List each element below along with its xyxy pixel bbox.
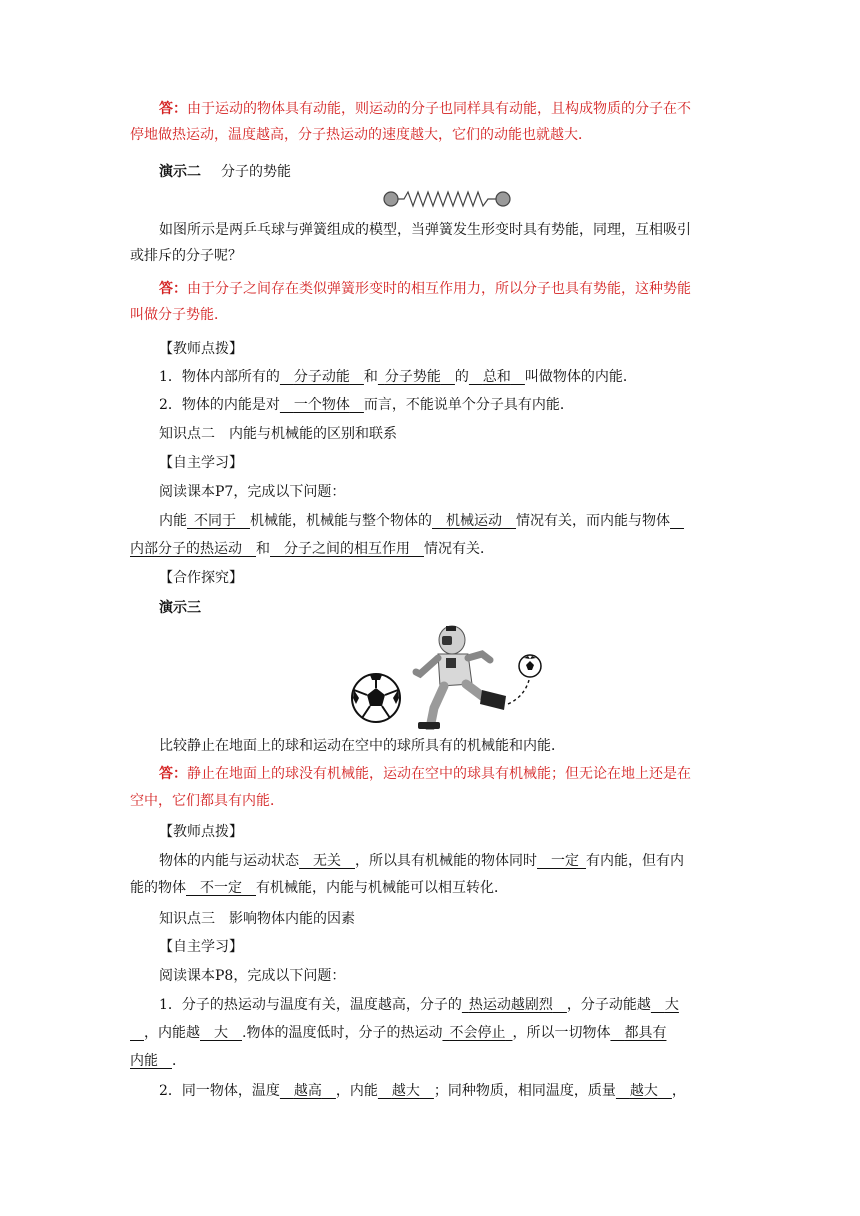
blank-start [670, 513, 684, 529]
blank-value: 机械运动 [446, 513, 502, 529]
blank-answer [186, 880, 256, 896]
blank-value: 越高 [293, 1083, 322, 1099]
body-text: 叫做物体的内能． [524, 369, 637, 385]
self-study-heading [130, 450, 243, 476]
blank-answer [462, 997, 567, 1013]
section-heading: 知识点三 影响物体内能的因素 [159, 911, 355, 927]
body-text: 机械能，机械能与整个物体的 [250, 513, 432, 529]
answer-label: 答： [159, 281, 187, 297]
reading-task [130, 479, 345, 505]
blank-answer [378, 369, 455, 385]
fill-blank-line [130, 1078, 686, 1104]
body-text: ，分子动能越 [566, 997, 651, 1013]
blank-answer [130, 1053, 172, 1069]
blank-answer [280, 397, 364, 413]
blank-answer [610, 1025, 666, 1041]
fill-blank-line [130, 1048, 186, 1074]
blank-value: 大 [214, 1025, 228, 1041]
body-text: 和 [363, 369, 378, 385]
knowledge-point-2 [130, 421, 397, 447]
body-text: ，所以一切物体 [512, 1025, 611, 1041]
demo-title: 分子的势能 [221, 164, 291, 180]
body-text: 2．同一物体，温度 [159, 1083, 280, 1099]
section-heading: 【教师点拨】 [159, 341, 243, 357]
body-text: 情况有关． [424, 541, 494, 557]
blank-value: 内部分子的热运动 [130, 541, 242, 557]
fill-blank-line [130, 392, 574, 418]
cooperation-heading [130, 565, 243, 591]
blank-end [130, 1025, 144, 1041]
body-text: 2．物体的内能是对 [159, 397, 280, 413]
answer-2-line-1 [130, 276, 691, 302]
demo-label: 演示二 [159, 164, 201, 180]
body-text: 1．物体内部所有的 [159, 369, 280, 385]
blank-value: 分子之间的相互作用 [284, 541, 410, 557]
answer-text: 停地做热运动，温度越高，分子热运动的速度越大，它们的动能也就越大． [130, 127, 592, 143]
body-text: .物体的温度低时，分子的热运动 [242, 1025, 443, 1041]
demo-label: 演示三 [159, 600, 201, 616]
ping-pong-ball-left [384, 192, 398, 206]
body-text: 或排斥的分子呢？ [130, 248, 242, 264]
teacher-tip-heading [130, 819, 243, 845]
blank-answer [280, 1083, 336, 1099]
blank-answer [280, 369, 364, 385]
blank-value: 不会停止 [449, 1025, 506, 1041]
blank-answer [442, 1025, 512, 1041]
fill-blank-line [130, 875, 508, 901]
body-text: 比较静止在地面上的球和运动在空中的球所具有的机械能和内能． [159, 738, 565, 754]
answer-text: 叫做分子势能． [130, 307, 228, 323]
blank-answer [378, 1083, 434, 1099]
demo-2-heading [130, 159, 291, 185]
section-heading: 【教师点拨】 [159, 824, 243, 840]
blank-value: 都具有 [624, 1025, 667, 1041]
blank-value: 不同于 [194, 513, 236, 529]
blank-answer [616, 1083, 672, 1099]
body-line [130, 217, 691, 243]
body-text: ，内能 [335, 1083, 378, 1099]
blank-value: 大 [664, 997, 679, 1013]
section-heading: 【自主学习】 [159, 939, 243, 955]
kick-trajectory [508, 676, 530, 704]
blank-value: 热运动越剧烈 [468, 997, 553, 1013]
knowledge-point-3 [130, 906, 355, 932]
blank-value: 总和 [482, 369, 511, 385]
blank-answer [187, 513, 250, 529]
soccer-ball-air [519, 655, 541, 677]
blank-answer [270, 541, 424, 557]
blank-answer [299, 853, 355, 869]
body-text: 有内能，但有内 [586, 853, 684, 869]
answer-1-line-2 [130, 122, 592, 148]
spring-coil [398, 192, 496, 206]
body-text: 阅读课本P7，完成以下问题： [159, 484, 346, 500]
blank-value: 越大 [391, 1083, 420, 1099]
reading-task [130, 963, 345, 989]
body-text: 如图所示是两乒乓球与弹簧组成的模型，当弹簧发生形变时具有势能，同理，互相吸引 [159, 222, 691, 238]
ping-pong-ball-right [496, 192, 510, 206]
body-text: 能的物体 [130, 880, 186, 896]
section-heading: 【合作探究】 [159, 570, 243, 586]
body-text: ，所以具有机械能的物体同时 [355, 853, 537, 869]
body-text: 情况有关，而内能与物体 [516, 513, 670, 529]
blank-value: 分子势能 [384, 369, 441, 385]
body-line [130, 733, 565, 759]
answer-text: 由于分子之间存在类似弹簧形变时的相互作用力，所以分子也具有势能，这种势能 [187, 281, 691, 297]
body-text: ． [172, 1053, 186, 1069]
soccer-ball-ground [352, 674, 400, 722]
body-text: 物体的内能与运动状态 [159, 853, 299, 869]
blank-value: 不一定 [200, 880, 242, 896]
robot [416, 626, 506, 729]
answer-1-line-1 [130, 96, 759, 122]
fill-blank-line [130, 508, 730, 534]
answer-text: 由于运动的物体具有动能，则运动的分子也同样具有动能，且构成物质的分子在不 [187, 101, 691, 117]
body-text: 阅读课本P8，完成以下问题： [159, 968, 346, 984]
fill-blank-line [130, 364, 637, 390]
blank-answer [200, 1025, 242, 1041]
answer-text: 空中，它们都具有内能． [130, 793, 284, 809]
answer-label: 答： [159, 101, 187, 117]
blank-value: 一定 [551, 853, 579, 869]
answer-text: 静止在地面上的球没有机械能，运动在空中的球具有机械能；但无论在地上还是在 [187, 766, 691, 782]
fill-blank-line [130, 992, 730, 1018]
blank-value: 无关 [313, 853, 341, 869]
body-text: 而言，不能说单个分子具有内能． [363, 397, 574, 413]
blank-answer [130, 541, 256, 557]
body-text: 的 [454, 369, 469, 385]
blank-value: 分子动能 [293, 369, 350, 385]
answer-label: 答： [159, 766, 187, 782]
self-study-heading [130, 934, 243, 960]
body-text: 有机械能，内能与机械能可以相互转化． [256, 880, 508, 896]
spring-ball-figure [382, 189, 512, 209]
section-heading: 【自主学习】 [159, 455, 243, 471]
answer-2-line-2 [130, 302, 228, 328]
section-heading: 知识点二 内能与机械能的区别和联系 [159, 426, 397, 442]
body-text: ；同种物质，相同温度，质量 [433, 1083, 616, 1099]
answer-3-line-2 [130, 788, 284, 814]
body-text: ， [671, 1083, 686, 1099]
fill-blank-line [130, 848, 684, 874]
blank-value: 一个物体 [293, 397, 350, 413]
fill-blank-line [130, 536, 494, 562]
answer-3-line-1 [130, 761, 691, 787]
body-text: 1．分子的热运动与温度有关，温度越高，分子的 [159, 997, 462, 1013]
body-text: 内能 [159, 513, 187, 529]
blank-answer [432, 513, 516, 529]
robot-kicking-ball-figure [350, 624, 546, 730]
blank-value: 内能 [130, 1053, 158, 1069]
blank-answer [537, 853, 586, 869]
teacher-tip-heading [130, 336, 243, 362]
blank-value: 越大 [629, 1083, 658, 1099]
body-text: 和 [256, 541, 270, 557]
blank-answer [651, 997, 679, 1013]
body-line [130, 243, 242, 269]
demo-3-heading [130, 595, 201, 621]
fill-blank-line [130, 1020, 666, 1046]
blank-answer [469, 369, 525, 385]
body-text: ，内能越 [144, 1025, 200, 1041]
